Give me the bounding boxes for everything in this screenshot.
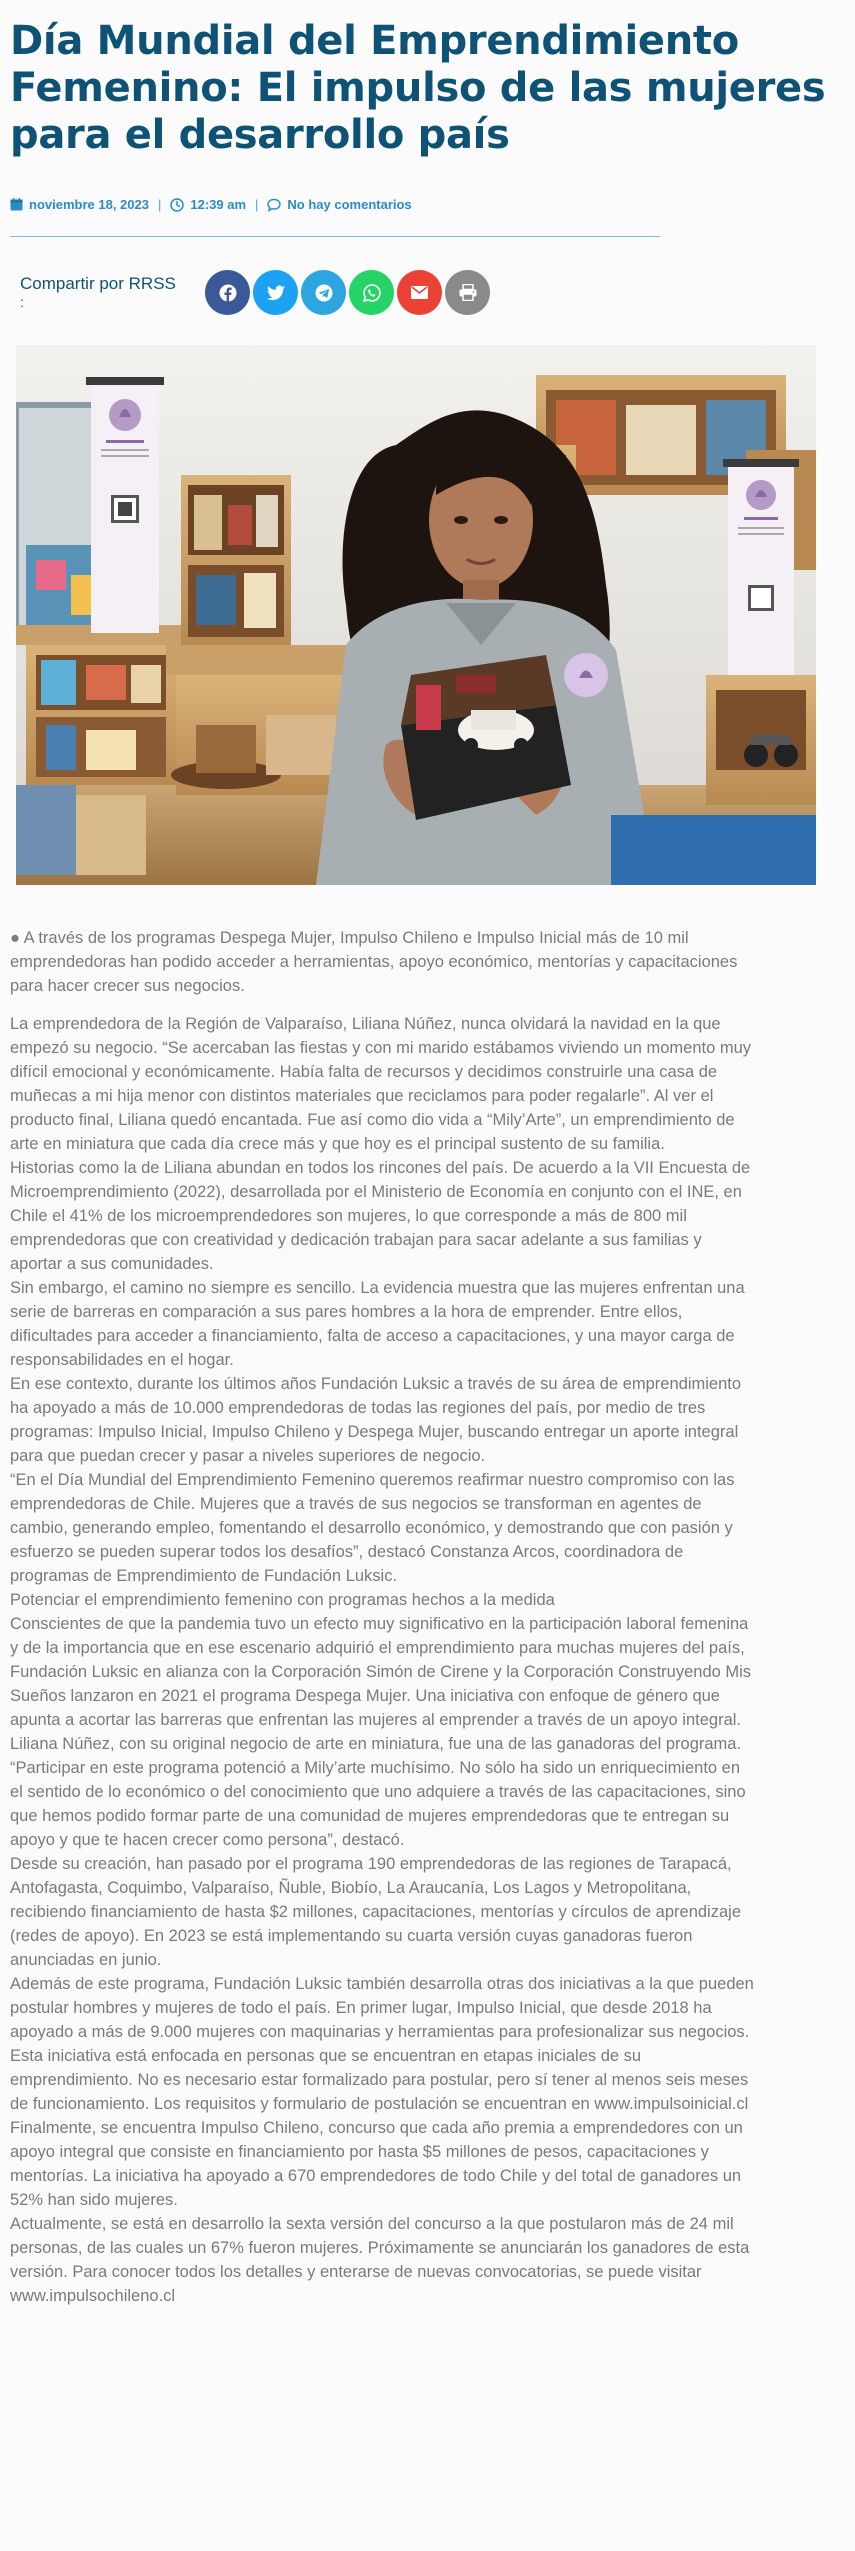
article-paragraph: Esta iniciativa está enfocada en personas que se encuentran en etapas iniciales de su emprendimiento. No es necesario estar formalizado para postular, pero sí tener al menos seis meses de funcionamiento. Los requisitos y formulario de postulación se encuentran en www.impulsoinicial.cl: [10, 2047, 749, 2113]
facebook-icon: [219, 284, 237, 302]
article-paragraph: Desde su creación, han pasado por el programa 190 emprendedoras de las regiones de Tarapacá, Antofagasta, Coquimbo, Valparaíso, Ñuble, Biobío, La Araucanía, Los Lagos y Metropolitana, recibiendo financiamiento de hasta $2 millones, capacitaciones, mentorías y círculos de aprendizaje (redes de apoyo). En 2023 se está implementando su cuarta versión cuyas ganadoras fueron anunciadas en junio.: [10, 1855, 741, 1969]
printer-icon: [459, 284, 477, 301]
article-lead: ● A través de los programas Despega Mujer, Impulso Chileno e Impulso Inicial más de 10 mil emprendedoras han podido acceder a herramientas, apoyo económico, mentorías y capacitaciones para hacer crecer sus negocios.: [10, 929, 738, 995]
article-paragraph: Finalmente, se encuentra Impulso Chileno, concurso que cada año premia a emprendedores con un apoyo integral que consiste en financiamiento por hasta $5 millones de pesos, capacitaciones y mentorías. La iniciativa ha apoyado a 670 emprendedores de todo Chile y del total de ganadores un 52% han sido mujeres.: [10, 2119, 743, 2209]
article-paragraph: Sin embargo, el camino no siempre es sencillo. La evidencia muestra que las mujeres enfrentan una serie de barreras en comparación a sus pares hombres a la hora de emprender. Entre ellos, dificultades para acceder a financiamiento, falta de acceso a capacitaciones, y una mayor carga de responsabilidades en el hogar.: [10, 1279, 745, 1369]
article-paragraph: Actualmente, se está en desarrollo la sexta versión del concurso a la que postularon más de 24 mil personas, de las cuales un 67% fueron mujeres. Próximamente se anunciarán los ganadores de esta versión. Para conocer todos los detalles y enterarse de nuevas convocatorias, se puede visitar www.impulsochileno.cl: [10, 2215, 750, 2305]
share-colon: :: [20, 294, 24, 310]
time-item: [170, 197, 246, 212]
date-link[interactable]: [10, 197, 149, 212]
hero-illustration: [16, 345, 816, 885]
comments-link[interactable]: [267, 197, 411, 212]
article-date: noviembre 18, 2023: [29, 197, 149, 212]
article-paragraph: Historias como la de Liliana abundan en todos los rincones del país. De acuerdo a la VII Encuesta de Microemprendimiento (2022), desarrollada por el Ministerio de Economía en conjunto con el INE, en Chile el 41% de los microemprendedores son mujeres, lo que corresponde a más de 800 mil emprendedoras que con creatividad y dedicación trabajan para sacar adelante a sus familias y aportar a sus comunidades.: [10, 1159, 751, 1273]
article-paragraph: “En el Día Mundial del Emprendimiento Femenino queremos reafirmar nuestro compromiso con las emprendedoras de Chile. Mujeres que a través de sus negocios se transforman en agentes de cambio, generando empleo, fomentando el desarrollo económico, y demostrando que con pasión y esfuerzo se pueden superar todos los desafíos”, destacó Constanza Arcos, coordinadora de programas de Emprendimiento de Fundación Luksic.: [10, 1471, 735, 1585]
share-whatsapp-button[interactable]: [349, 270, 394, 315]
share-email-button[interactable]: [397, 270, 442, 315]
twitter-icon: [267, 285, 285, 301]
calendar-icon: [10, 198, 23, 211]
share-label: Compartir por RRSS: [20, 274, 176, 293]
share-print-button[interactable]: [445, 270, 490, 315]
share-facebook-button[interactable]: [205, 270, 250, 315]
article-title: Día Mundial del Emprendimiento Femenino: El impulso de las mujeres para el desarrollo país: [10, 18, 826, 158]
article-comments: No hay comentarios: [287, 197, 412, 212]
article-paragraph: Conscientes de que la pandemia tuvo un efecto muy significativo en la participación laboral femenina y de la importancia que en ese escenario adquirió el emprendimiento para muchas mujeres del país, Fundación Luksic en alianza con la Corporación Simón de Cirene y la Corporación Construyendo Mis Sueños lanzaron en 2021 el programa Despega Mujer. Una iniciativa con enfoque de género que apunta a acortar las barreras que enfrentan las mujeres al emprender a través de un apoyo integral.: [10, 1615, 752, 1729]
meta-separator: |: [157, 197, 162, 212]
share-buttons: [205, 270, 490, 315]
share-twitter-button[interactable]: [253, 270, 298, 315]
meta-divider: [10, 236, 660, 237]
envelope-icon: [411, 286, 428, 299]
telegram-icon: [315, 284, 333, 302]
article-paragraph: La emprendedora de la Región de Valparaíso, Liliana Núñez, nunca olvidará la navidad en la que empezó su negocio. “Se acercaban las fiestas y con mi marido estábamos viviendo un momento muy difícil emocional y económicamente. Había falta de recursos y decidimos construirle una casa de muñecas a mi hija menor con distintos materiales que reciclamos para poder regalarle”. Al ver el producto final, Liliana quedó encantada. Fue así como dio vida a “Mily’Arte”, un emprendimiento de arte en miniatura que cada día crece más y que hoy es el principal sustento de su familia.: [10, 1015, 752, 1153]
clock-icon: [170, 198, 184, 212]
article-time: 12:39 am: [190, 197, 247, 212]
article-paragraph: En ese contexto, durante los últimos años Fundación Luksic a través de su área de emprendimiento ha apoyado a más de 10.000 emprendedoras de todas las regiones del país, por medio de tres programas: Impulso Inicial, Impulso Chileno y Despega Mujer, buscando entregar un aporte integral para que puedan crecer y pasar a niveles superiores de negocio.: [10, 1375, 742, 1465]
article-subheading: Potenciar el emprendimiento femenino con programas hechos a la medida: [10, 1591, 555, 1609]
article-paragraph: Además de este programa, Fundación Luksic también desarrolla otras dos iniciativas a la que pueden postular hombres y mujeres de todo el país. En primer lugar, Impulso Inicial, que desde 2018 ha apoyado a más de 9.000 mujeres con maquinarias y herramientas para profesionalizar sus negocios.: [10, 1975, 754, 2041]
article-body: [10, 926, 755, 2308]
article-meta: [10, 197, 412, 212]
share-telegram-button[interactable]: [301, 270, 346, 315]
comment-icon: [267, 198, 281, 212]
hero-photo: [16, 345, 816, 885]
article-paragraph: Liliana Núñez, con su original negocio de arte en miniatura, fue una de las ganadoras del programa. “Participar en este programa potenció a Mily’arte muchísimo. No sólo ha sido un enriquecimiento en el sentido de lo económico o del conocimiento que uno adquiere a través de las capacitaciones, sino que hemos podido formar parte de una comunidad de mujeres emprendedoras que te entregan su apoyo y que te hacen crecer como persona”, destacó.: [10, 1735, 746, 1849]
meta-separator: |: [255, 197, 259, 212]
whatsapp-icon: [363, 284, 381, 302]
